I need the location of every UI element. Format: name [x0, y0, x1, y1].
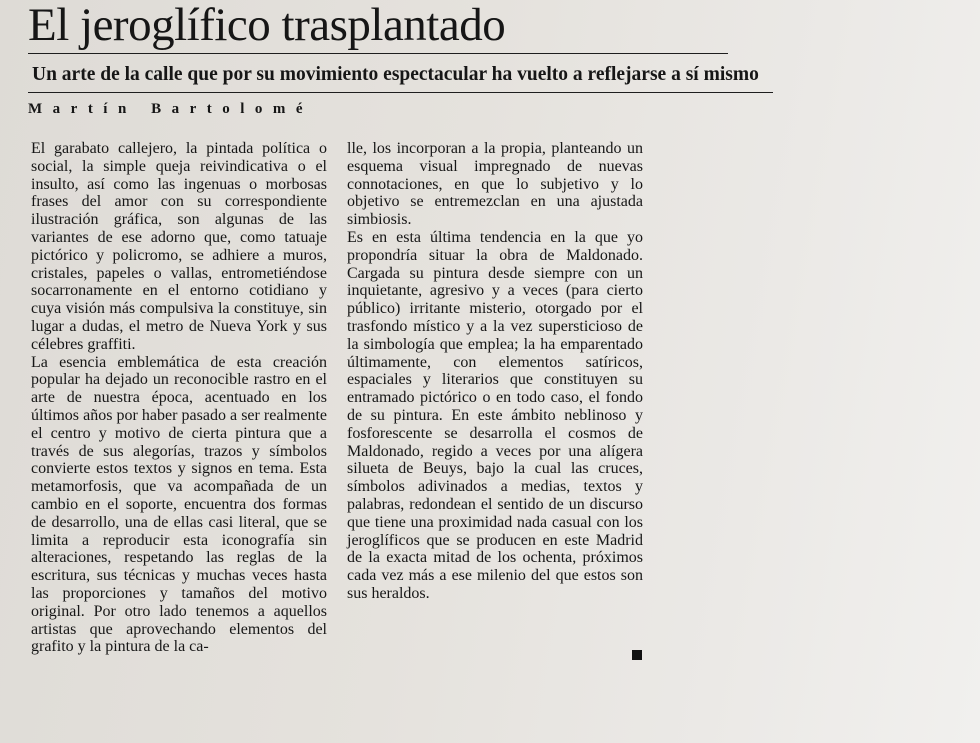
article-title: El jeroglífico trasplantado	[28, 0, 506, 51]
article-author: Martín Bartolomé	[28, 101, 314, 117]
paragraph: Es en esta última tendencia en la que yo propondría situar la obra de Maldonado. Cargada su pintura desde siempre con un inquietante, agresivo y a veces (para cierto público) irritante misterio, otorgado por el trasfondo místico y a la vez supersticioso de la simbología que emplea; la ha emparentado últimamente, con elementos satíricos, espaciales y literarios que constituyen su entramado pictórico o en todo caso, el fondo de su pintura. En este ámbito neblinoso y fosforescente se desarrolla el cosmos de Maldonado, regido a veces por una alígera silueta de Beuys, bajo la cual las cruces, símbolos adivinados a medias, textos y palabras, redondean el sentido de un discurso que tiene una proximidad nada casual con los jeroglíficos que se producen en este Madrid de la exacta mitad de los ochenta, próximos cada vez más a ese milenio del que estos son sus heraldos.	[347, 228, 643, 602]
article-subtitle: Un arte de la calle que por su movimiento espectacular ha vuelto a reflejarse a sí mismo	[32, 64, 759, 85]
text-column-left	[31, 140, 327, 656]
text-column-right	[347, 140, 643, 603]
paragraph: La esencia emblemática de esta creación popular ha dejado un reconocible rastro en el arte de nuestra época, acentuado en los últimos años por haber pasado a ser realmente el centro y motivo de cierta pintura que a través de sus alegorías, trazos y símbolos convierte estos textos y signos en tema. Esta metamorfosis, que va acompañada de un cambio en el soporte, encuentra dos formas de desarrollo, una de ellas casi literal, que se limita a reproducir esta iconografía sin alteraciones, respetando las reglas de la escritura, sus técnicas y muchas veces hasta las proporciones y tamaños del motivo original. Por otro lado tenemos a aquellos artistas que aprovechando elementos del grafito y la pintura de la ca-	[31, 353, 327, 656]
subtitle-rule	[28, 92, 773, 93]
paragraph: lle, los incorporan a la propia, planteando un esquema visual impregnado de nuevas connotaciones, en que lo subjetivo y lo objetivo se entremezclan en una ajustada simbiosis.	[347, 140, 643, 229]
end-of-article-square-icon	[632, 650, 642, 660]
paragraph: El garabato callejero, la pintada política o social, la simple queja reivindicativa o el insulto, así como las ingenuas o morbosas frases del amor con su correspondiente ilustración gráfica, son algunas de las variantes de ese adorno que, como tatuaje pictórico y policromo, se adhiere a muros, cristales, papeles o vallas, entrometiéndose socarronamente en el entorno cotidiano y cuya visión más compulsiva la constituye, sin lugar a dudas, el metro de Nueva York y sus célebres graffiti.	[31, 140, 327, 353]
title-rule	[28, 53, 728, 54]
